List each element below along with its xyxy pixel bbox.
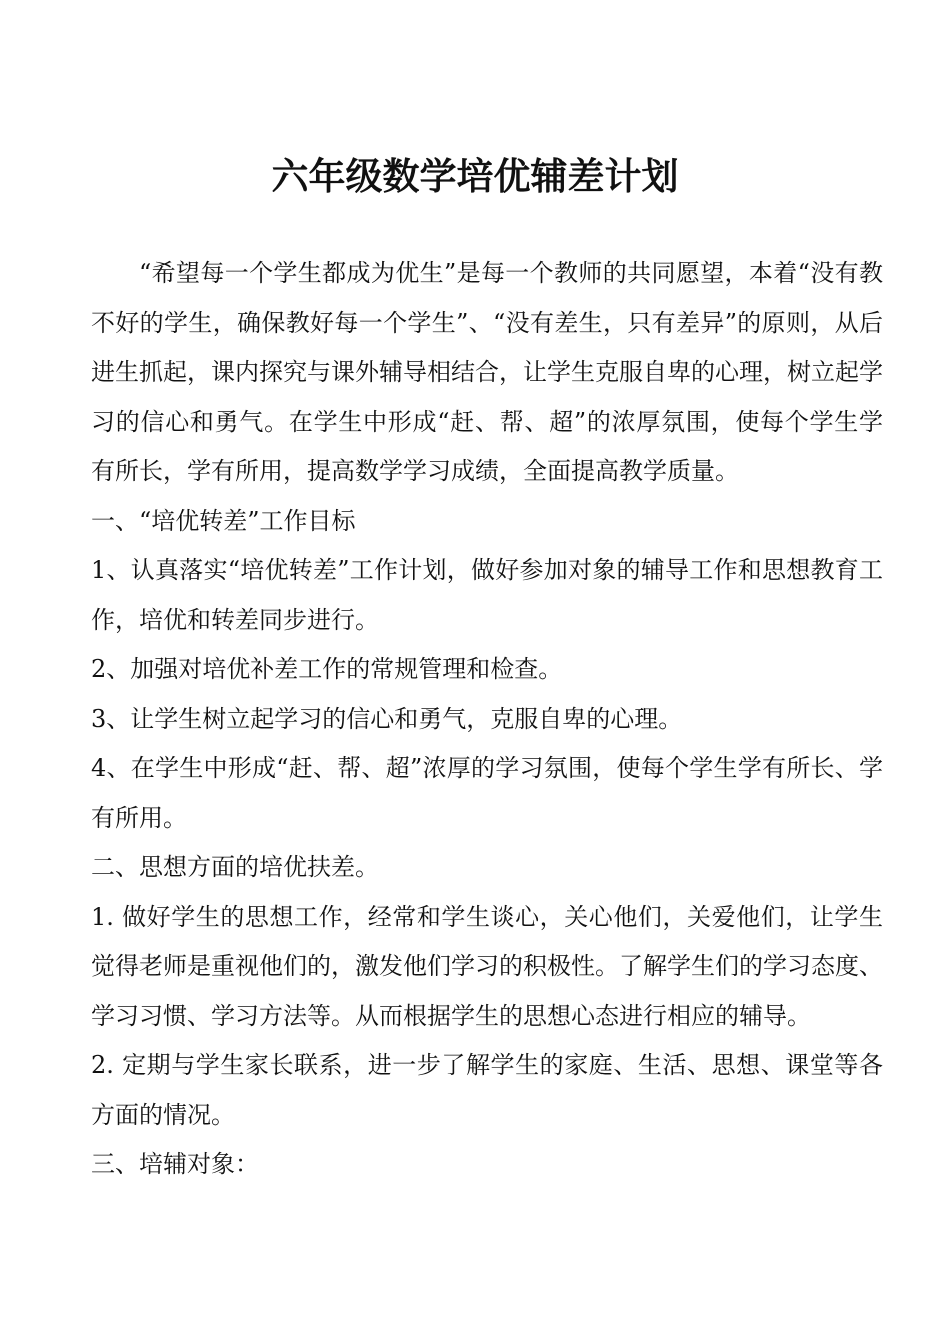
section-heading-targets: 三、培辅对象： [91,1150,259,1178]
document-title: 六年级数学培优辅差计划 [271,154,679,198]
thought-item-2: 2. 定期与学生家长联系，进一步了解学生的家庭、生活、思想、课堂等各方面的情况。 [91,1051,883,1129]
thought-item-1: 1. 做好学生的思想工作，经常和学生谈心，关心他们，关爱他们，让学生觉得老师是重视他们的，激发他们学习的积极性。了解学生们的学习态度、学习习惯、学习方法等。从而根据学生的思想心态进行相应的辅导。 [91,902,883,1030]
document-body [91,249,883,1190]
goal-item-1: 1、认真落实“培优转差”工作计划，做好参加对象的辅导工作和思想教育工作，培优和转差同步进行。 [91,556,883,634]
goal-item-2: 2、加强对培优补差工作的常规管理和检查。 [91,655,563,683]
goal-item-4: 4、在学生中形成“赶、帮、超”浓厚的学习氛围，使每个学生学有所长、学有所用。 [91,754,883,832]
intro-paragraph: “希望每一个学生都成为优生”是每一个教师的共同愿望，本着“没有教不好的学生，确保教好每一个学生”、“没有差生，只有差异”的原则，从后进生抓起，课内探究与课外辅导相结合，让学生克服自卑的心理，树立起学习的信心和勇气。在学生中形成“赶、帮、超”的浓厚氛围，使每个学生学有所长，学有所用，提高数学学习成绩，全面提高教学质量。 [91,259,883,485]
section-heading-goals: 一、“培优转差”工作目标 [91,506,356,535]
goal-item-3: 3、让学生树立起学习的信心和勇气，克服自卑的心理。 [91,704,683,733]
section-heading-thought: 二、思想方面的培优扶差。 [91,853,379,881]
